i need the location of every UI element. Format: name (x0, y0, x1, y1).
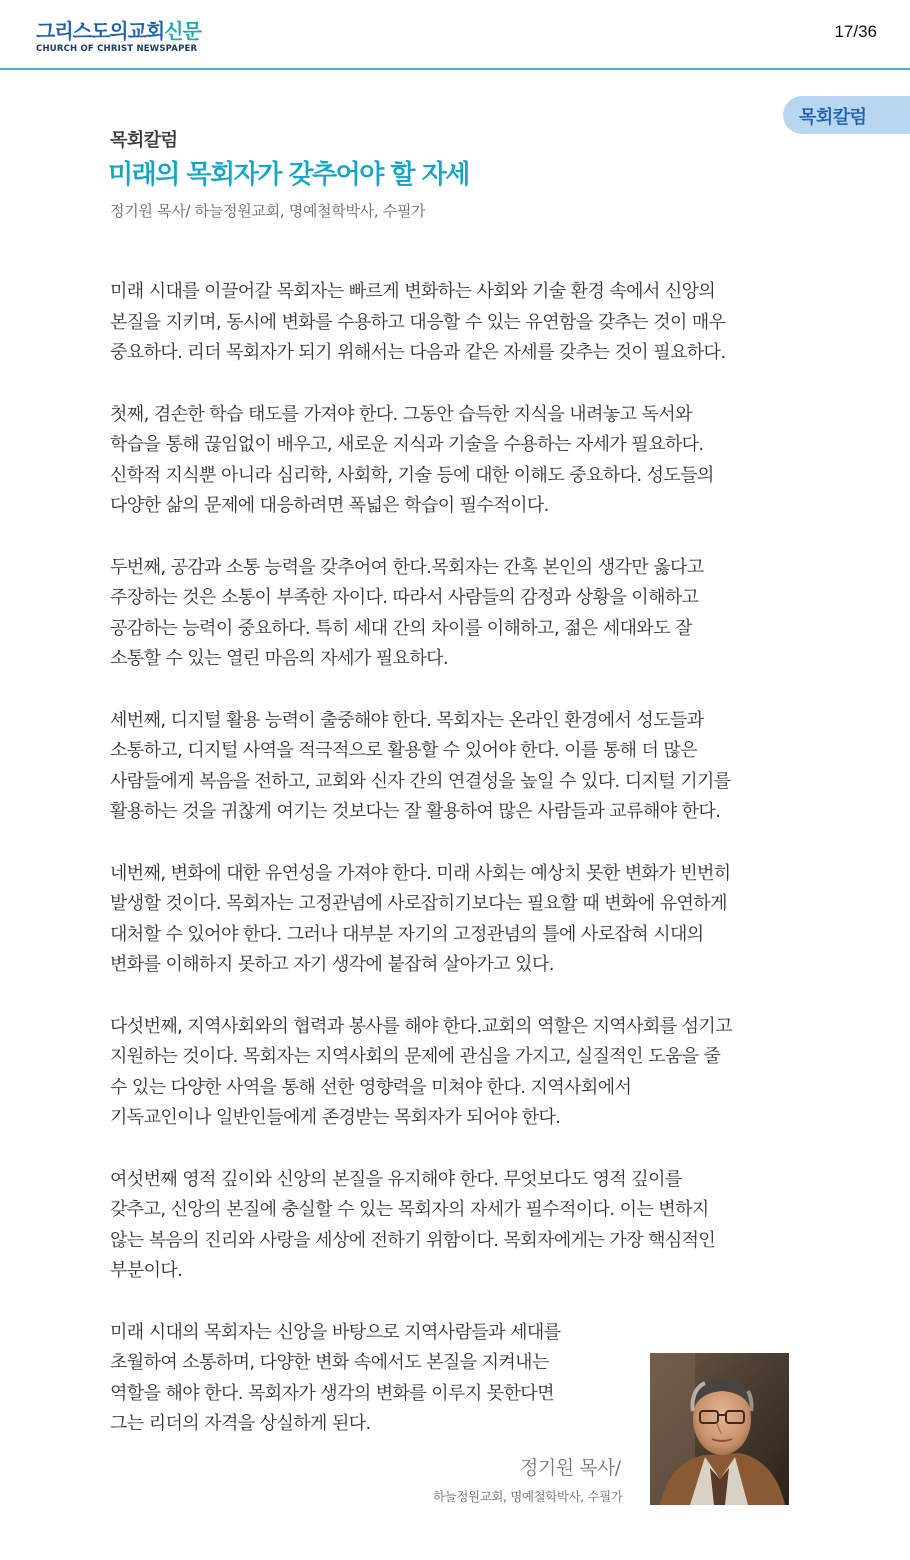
article-category: 목회칼럼 (110, 130, 178, 151)
author-affiliation: 하늘정원교회, 명예철학박사, 수필가 (433, 1489, 623, 1504)
paragraph-line: 본질을 지키며, 동시에 변화를 수용하고 대응할 수 있는 유연함을 갖추는 것이 매우 (110, 311, 726, 333)
paragraph-line: 공감하는 능력이 중요하다. 특히 세대 간의 차이를 이해하고, 젊은 세대와도 잘 (110, 617, 692, 639)
masthead (0, 0, 910, 70)
header-divider (0, 68, 910, 70)
paragraph-line: 기독교인이나 일반인들에게 존경받는 목회자가 되어야 한다. (110, 1107, 561, 1128)
article-body (110, 277, 820, 1471)
paragraph-line: 미래 시대를 이끌어갈 목회자는 빠르게 변화하는 사회와 기술 환경 속에서 신앙의 (110, 281, 716, 302)
paragraph-line: 다양한 삶의 문제에 대응하려면 폭넓은 학습이 필수적이다. (110, 495, 549, 516)
paragraph-line: 초월하여 소통하며, 다양한 변화 속에서도 본질을 지켜내는 (110, 1352, 549, 1373)
paragraph-line: 사람들에게 복음을 전하고, 교회와 신자 간의 연결성을 높일 수 있다. 디지털 기기를 (110, 770, 731, 792)
page-number: 17/36 (834, 22, 877, 41)
article-byline: 정기원 목사/ 하늘정원교회, 명예철학박사, 수필가 (110, 202, 426, 220)
article-title: 미래의 목회자가 갖추어야 할 자세 (108, 160, 469, 190)
article-paragraph (110, 706, 820, 828)
article-paragraph (110, 400, 820, 522)
article-paragraph (110, 859, 820, 981)
article-paragraph (110, 1165, 820, 1287)
section-tab (783, 96, 910, 134)
logo-wordmark: 그리스도의교회신문 (36, 19, 201, 43)
paragraph-line: 두번째, 공감과 소통 능력을 갖추어여 한다.목회자는 간혹 본인의 생각만 옳다고 (110, 556, 704, 578)
paragraph-line: 갖추고, 신앙의 본질에 충실할 수 있는 목회자의 자세가 필수적이다. 이는 변하지 (110, 1199, 709, 1220)
paragraph-line: 수 있는 다양한 사역을 통해 선한 영향력을 미쳐야 한다. 지역사회에서 (110, 1076, 632, 1098)
paragraph-line: 소통하고, 디지털 사역을 적극적으로 활용할 수 있어야 한다. 이를 통해 더 많은 (110, 740, 698, 761)
newspaper-logo[interactable] (36, 20, 201, 54)
article-paragraph (110, 553, 820, 675)
paragraph-line: 주장하는 것은 소통이 부족한 자이다. 따라서 사람들의 감정과 상황을 이해하고 (110, 587, 699, 608)
paragraph-line: 네번째, 변화에 대한 유연성을 가져야 한다. 미래 사회는 예상치 못한 변화가 빈번히 (110, 862, 731, 884)
paragraph-line: 다섯번째, 지역사회와의 협력과 봉사를 해야 한다.교회의 역할은 지역사회를 섬기고 (110, 1015, 733, 1037)
paragraph-line: 중요하다. 리더 목회자가 되기 위해서는 다음과 같은 자세를 갖추는 것이 필요하다. (110, 342, 726, 363)
paragraph-line: 활용하는 것을 귀찮게 여기는 것보다는 잘 활용하여 많은 사람들과 교류해야 한다. (110, 801, 721, 822)
paragraph-line: 역할을 해야 한다. 목회자가 생각의 변화를 이루지 못한다면 (110, 1382, 554, 1404)
author-name: 정기원 목사/ (520, 1457, 621, 1479)
article-paragraph (110, 1012, 820, 1134)
author-portrait-icon (650, 1353, 789, 1505)
paragraph-line: 학습을 통해 끊임없이 배우고, 새로운 지식과 기술을 수용하는 자세가 필요하다. (110, 434, 704, 455)
paragraph-line: 부분이다. (110, 1260, 183, 1281)
paragraph-line: 지원하는 것이다. 목회자는 지역사회의 문제에 관심을 가지고, 실질적인 도움을 줄 (110, 1046, 721, 1067)
paragraph-line: 첫째, 겸손한 학습 태도를 가져야 한다. 그동안 습득한 지식을 내려놓고 독서와 (110, 403, 692, 425)
paragraph-line: 발생할 것이다. 목회자는 고정관념에 사로잡히기보다는 필요할 때 변화에 유연하게 (110, 893, 727, 914)
paragraph-line: 여섯번째 영적 깊이와 신앙의 본질을 유지해야 한다. 무엇보다도 영적 깊이를 (110, 1168, 682, 1190)
paragraph-line: 소통할 수 있는 열린 마음의 자세가 필요하다. (110, 648, 449, 669)
paragraph-line: 미래 시대의 목회자는 신앙을 바탕으로 지역사람들과 세대를 (110, 1321, 561, 1343)
author-photo (650, 1353, 789, 1505)
paragraph-line: 대처할 수 있어야 한다. 그러나 대부분 자기의 고정관념의 틀에 사로잡혀 시대의 (110, 923, 704, 945)
paragraph-line: 않는 복음의 진리와 사랑을 세상에 전하기 위함이다. 목회자에게는 가장 핵심적인 (110, 1229, 716, 1251)
paragraph-line: 세번째, 디지털 활용 능력이 출중해야 한다. 목회자는 온라인 환경에서 성도들과 (110, 709, 704, 731)
article-paragraph (110, 277, 820, 369)
paragraph-line: 신학적 지식뿐 아니라 심리학, 사회학, 기술 등에 대한 이해도 중요하다. 성도들의 (110, 464, 714, 486)
paragraph-line: 변화를 이해하지 못하고 자기 생각에 붙잡혀 살아가고 있다. (110, 954, 554, 975)
section-tab-label: 목회칼럼 (799, 107, 867, 128)
logo-subtitle: CHURCH OF CHRIST NEWSPAPER (36, 44, 198, 54)
paragraph-line: 그는 리더의 자격을 상실하게 된다. (110, 1413, 371, 1434)
